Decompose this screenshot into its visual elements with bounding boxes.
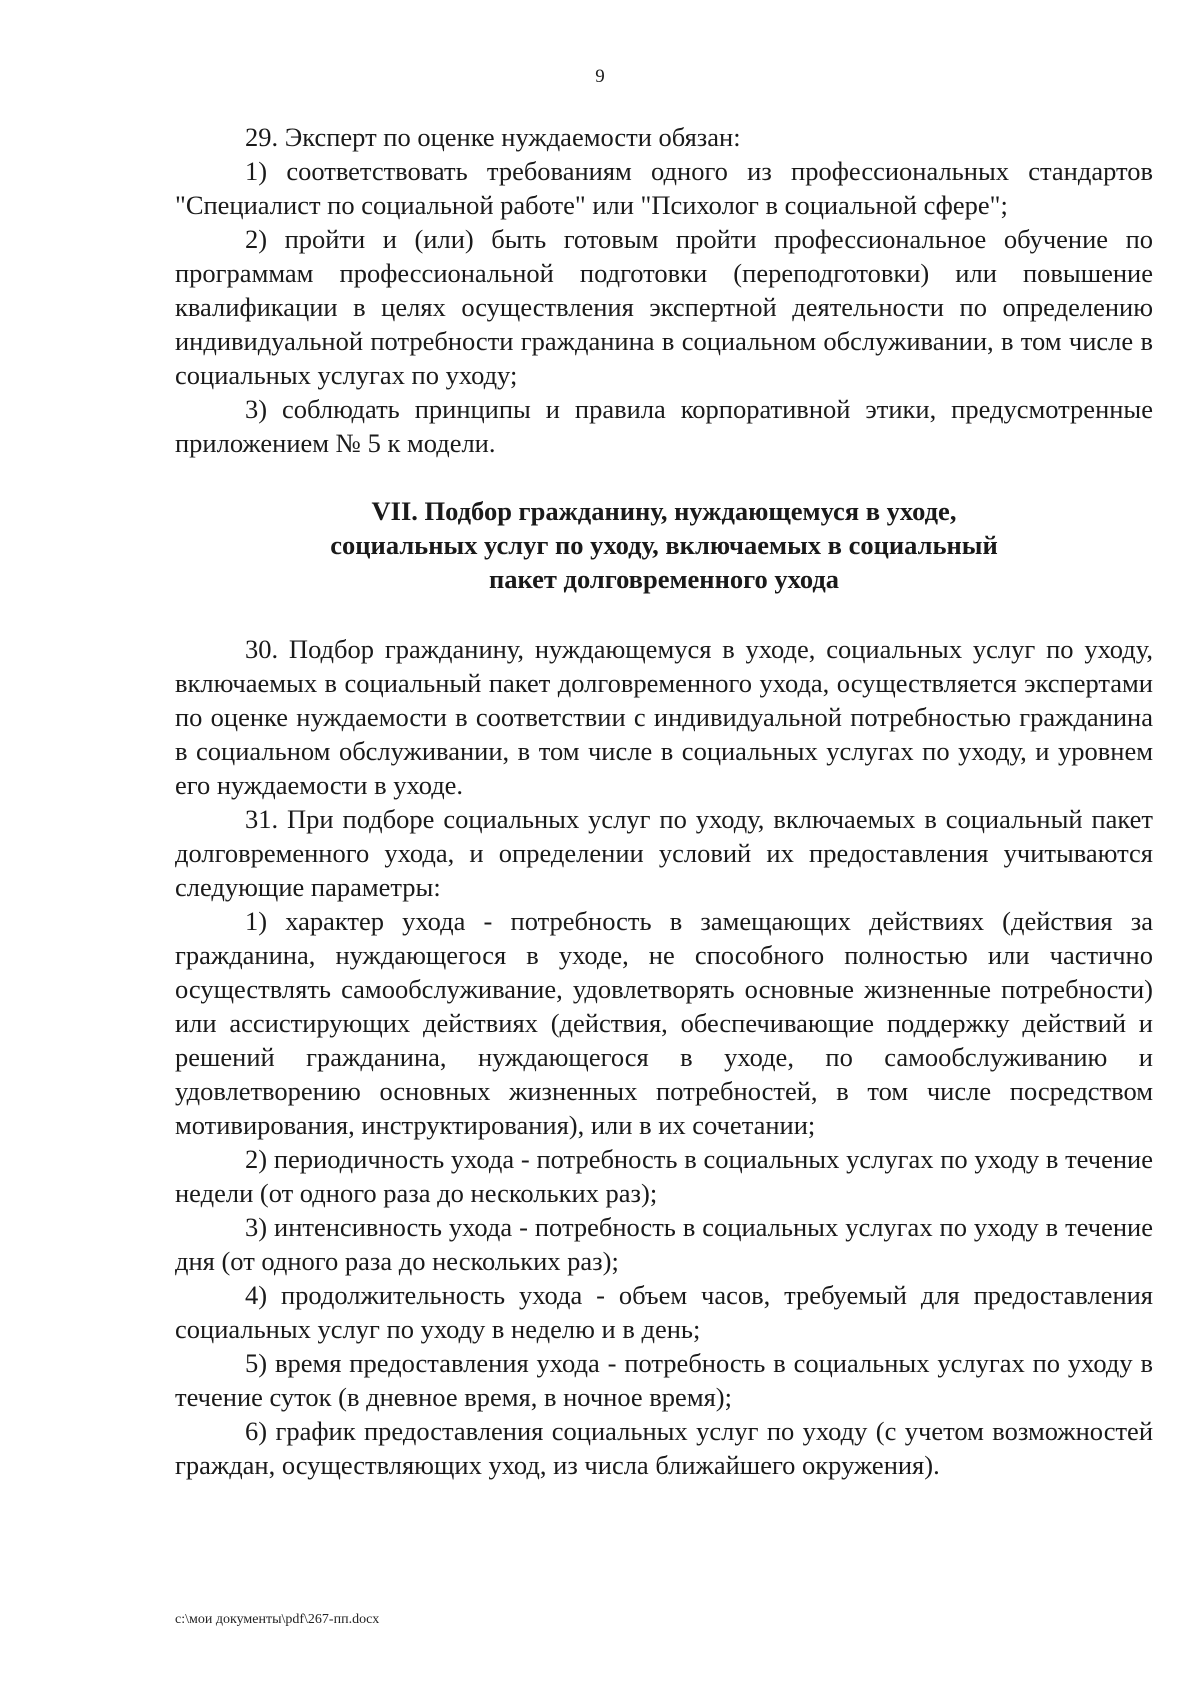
paragraph-31-item-1: 1) характер ухода - потребность в замещающих действиях (действия за гражданина, нуждающегося в уходе, не способного полностью или частично осуществлять самообслуживание, удовлетворять основные жизненные потребности) или ассистирующих действиях (действия, обеспечивающие поддержку действий и решений гражданина, нуждающегося в уходе, по самообслуживанию и удовлетворению основных жизненных потребностей, в том числе посредством мотивирования, инструктирования), или в их сочетании; [175, 906, 1153, 1140]
paragraph-31-item-6: 6) график предоставления социальных услуг по уходу (с учетом возможностей граждан, осуществляющих уход, из числа ближайшего окружения). [175, 1416, 1153, 1480]
page-number: 9 [595, 66, 605, 87]
paragraph-31-item-2: 2) периодичность ухода - потребность в социальных услугах по уходу в течение недели (от одного раза до нескольких раз); [175, 1144, 1153, 1208]
paragraph-31-item-4: 4) продолжительность ухода - объем часов, требуемый для предоставления социальных услуг по уходу в неделю и в день; [175, 1280, 1153, 1344]
section-heading-line-1: VII. Подбор гражданину, нуждающемуся в уходе, [371, 496, 957, 526]
paragraph-31-item-5: 5) время предоставления ухода - потребность в социальных услугах по уходу в течение суток (в дневное время, в ночное время); [175, 1348, 1153, 1412]
paragraph-29-item-3: 3) соблюдать принципы и правила корпоративной этики, предусмотренные приложением № 5 к модели. [175, 394, 1153, 458]
section-heading-line-3: пакет долговременного ухода [489, 564, 839, 594]
paragraph-29-item-1: 1) соответствовать требованиям одного из профессиональных стандартов "Специалист по социальной работе" или "Психолог в социальной сфере"; [175, 156, 1153, 220]
document-body [175, 120, 1153, 1482]
paragraph-29: 29. Эксперт по оценке нуждаемости обязан: [245, 122, 741, 152]
section-heading [175, 494, 1153, 596]
paragraph-29-item-2: 2) пройти и (или) быть готовым пройти профессиональное обучение по программам профессиональной подготовки (переподготовки) или повышение квалификации в целях осуществления экспертной деятельности по определению индивидуальной потребности гражданина в социальном обслуживании, в том числе в социальных услугах по уходу; [175, 224, 1153, 390]
paragraph-31-item-3: 3) интенсивность ухода - потребность в социальных услугах по уходу в течение дня (от одного раза до нескольких раз); [175, 1212, 1153, 1276]
paragraph-31: 31. При подборе социальных услуг по уходу, включаемых в социальный пакет долговременного ухода, и определении условий их предоставления учитываются следующие параметры: [175, 804, 1153, 902]
footer-file-path: c:\мои документы\pdf\267-пп.docx [175, 1612, 380, 1627]
paragraph-30: 30. Подбор гражданину, нуждающемуся в уходе, социальных услуг по уходу, включаемых в социальный пакет долговременного ухода, осуществляется экспертами по оценке нуждаемости в соответствии с индивидуальной потребностью гражданина в социальном обслуживании, в том числе в социальных услугах по уходу, и уровнем его нуждаемости в уходе. [175, 634, 1153, 800]
section-heading-line-2: социальных услуг по уходу, включаемых в социальный [330, 530, 998, 560]
